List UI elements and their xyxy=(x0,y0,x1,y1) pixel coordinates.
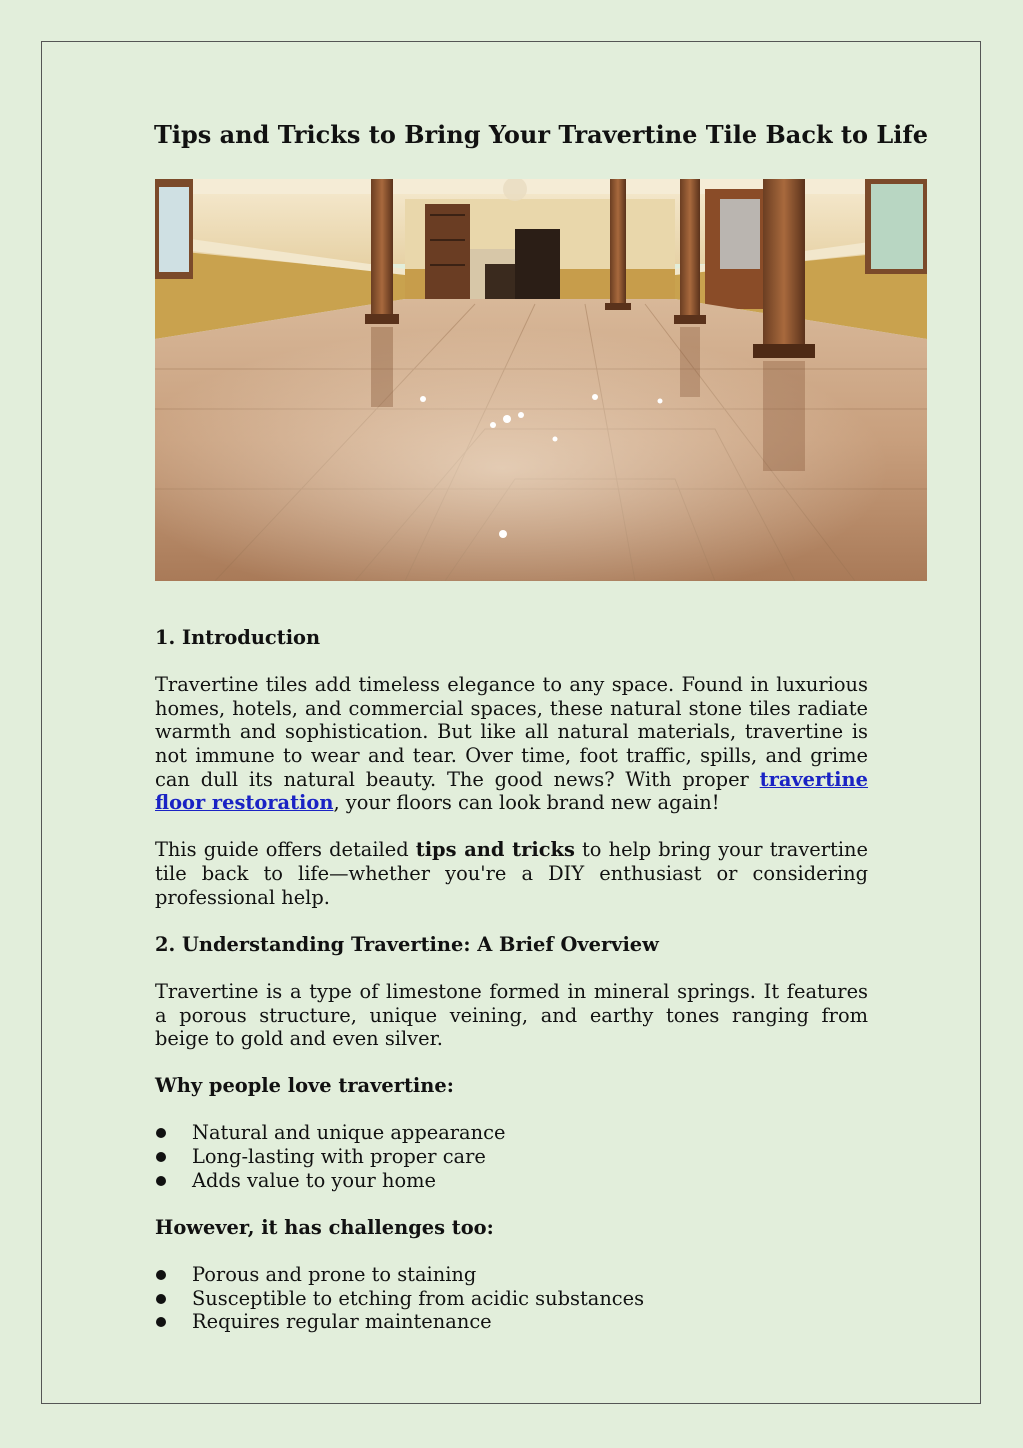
bullet-icon xyxy=(156,1176,166,1186)
list-item xyxy=(155,1121,868,1145)
list-item-text: Requires regular maintenance xyxy=(192,1310,492,1334)
intro-paragraph-2 xyxy=(155,838,868,909)
list-item-text: Susceptible to etching from acidic substances xyxy=(192,1286,645,1310)
bullet-icon xyxy=(156,1152,166,1162)
challenges-list xyxy=(155,1263,868,1334)
list-item-text: Porous and prone to staining xyxy=(192,1263,477,1287)
intro-text-2: , your floors can look brand new again! xyxy=(333,791,720,815)
list-item xyxy=(155,1263,868,1287)
document-title: Tips and Tricks to Bring Your Travertine Tile Back to Life xyxy=(154,120,928,149)
list-item-text: Adds value to your home xyxy=(192,1168,436,1192)
restoration-link[interactable]: travertine floor restoration xyxy=(155,767,868,815)
love-list xyxy=(155,1121,868,1192)
hero-image xyxy=(155,179,927,581)
overview-heading: 2. Understanding Travertine: A Brief Overview xyxy=(155,932,659,956)
intro-bold-text: tips and tricks xyxy=(415,838,575,862)
overview-paragraph: Travertine is a type of limestone formed in mineral springs. It features a porous structure, unique veining, and earthy tones ranging from beige to gold and even silver. xyxy=(155,979,868,1051)
list-item xyxy=(155,1169,868,1193)
intro-paragraph-1 xyxy=(155,673,868,815)
article-body xyxy=(155,626,868,1357)
bullet-icon xyxy=(156,1294,166,1304)
intro-text-1: Travertine tiles add timeless elegance to any space. Found in luxurious homes, hotels, and commercial spaces, these natural stone tiles radiate warmth and sophistication. But like all natural materials, travertine is not immune to wear and tear. Over time, foot traffic, spills, and grime can dull its natural beauty. The good news? With proper xyxy=(155,673,868,791)
bullet-icon xyxy=(156,1270,166,1280)
intro-heading: 1. Introduction xyxy=(155,626,321,649)
list-item xyxy=(155,1310,868,1334)
list-item-text: Natural and unique appearance xyxy=(192,1121,506,1145)
list-item xyxy=(155,1145,868,1169)
list-item-text: Long-lasting with proper care xyxy=(192,1145,486,1169)
bullet-icon xyxy=(156,1317,166,1327)
challenges-heading: However, it has challenges too: xyxy=(155,1215,494,1239)
intro-text-3: This guide offers detailed xyxy=(155,838,416,862)
intro-text-4: to help bring your travertine tile back to life—whether you're a DIY enthusiast or considering professional help. xyxy=(155,838,868,909)
love-heading: Why people love travertine: xyxy=(155,1074,454,1098)
list-item xyxy=(155,1287,868,1311)
bullet-icon xyxy=(156,1128,166,1138)
